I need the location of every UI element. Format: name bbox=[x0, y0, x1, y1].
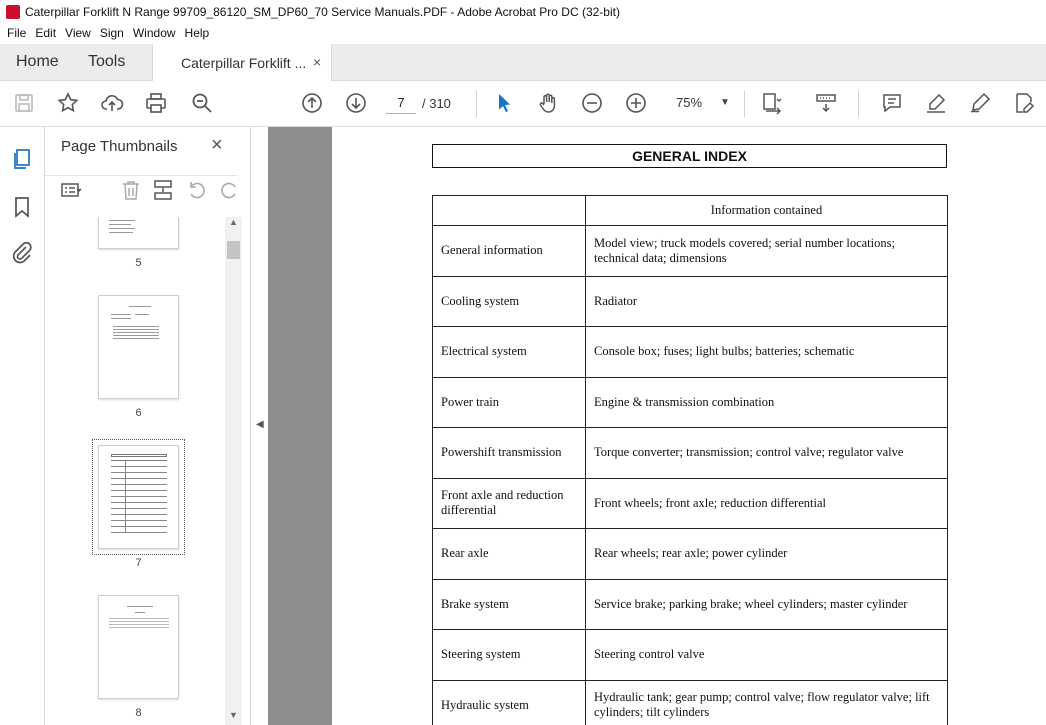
arrow-up-circle-icon[interactable] bbox=[300, 91, 324, 115]
table-row bbox=[433, 478, 948, 529]
minus-circle-icon[interactable] bbox=[580, 91, 604, 115]
info-cell: Engine & transmission combination bbox=[586, 377, 948, 428]
thumbnail-page-6[interactable] bbox=[98, 295, 179, 399]
fill-sign-icon[interactable] bbox=[1012, 91, 1036, 115]
rotate-right-icon[interactable] bbox=[217, 178, 241, 202]
section-cell: Brake system bbox=[433, 579, 586, 630]
section-cell: General information bbox=[433, 226, 586, 277]
zoom-dropdown-icon[interactable]: ▼ bbox=[720, 97, 730, 108]
table-row bbox=[433, 428, 948, 479]
page-thumbnails-panel bbox=[45, 127, 250, 725]
close-icon[interactable]: × bbox=[211, 134, 223, 156]
table-row bbox=[433, 680, 948, 725]
options-menu-icon[interactable] bbox=[59, 178, 83, 202]
section-cell: Powershift transmission bbox=[433, 428, 586, 479]
hand-icon[interactable] bbox=[536, 91, 560, 115]
menu-help[interactable]: Help bbox=[184, 26, 210, 40]
navigation-rail bbox=[0, 127, 45, 725]
menu-edit[interactable]: Edit bbox=[35, 26, 57, 40]
bookmark-icon[interactable] bbox=[10, 195, 34, 219]
table-header-info: Information contained bbox=[586, 196, 948, 226]
section-cell: Front axle and reduction differential bbox=[433, 478, 586, 529]
section-cell: Steering system bbox=[433, 630, 586, 681]
tab-close-icon[interactable]: × bbox=[313, 54, 322, 70]
thumbnail-page-5[interactable] bbox=[98, 217, 179, 249]
save-icon[interactable] bbox=[12, 91, 36, 115]
table-row bbox=[433, 529, 948, 580]
section-cell: Cooling system bbox=[433, 276, 586, 327]
toolbar-divider bbox=[858, 91, 859, 117]
panel-title: Page Thumbnails bbox=[61, 138, 178, 155]
title-bar bbox=[0, 0, 1046, 24]
zoom-search-icon[interactable] bbox=[190, 91, 214, 115]
comment-icon[interactable] bbox=[880, 91, 904, 115]
insert-page-icon[interactable] bbox=[151, 178, 175, 202]
upload-cloud-icon[interactable] bbox=[100, 91, 124, 115]
info-cell: Steering control valve bbox=[586, 630, 948, 681]
thumbnail-number: 5 bbox=[135, 257, 142, 269]
info-cell: Torque converter; transmission; control valve; regulator valve bbox=[586, 428, 948, 479]
pdf-page bbox=[332, 127, 1046, 725]
attachment-icon[interactable] bbox=[10, 241, 34, 265]
page-thumbnails-icon[interactable] bbox=[10, 147, 34, 171]
section-cell: Power train bbox=[433, 377, 586, 428]
menu-bar bbox=[0, 24, 1046, 44]
page-total: / 310 bbox=[422, 96, 451, 111]
table-row bbox=[433, 630, 948, 681]
info-cell: Console box; fuses; light bulbs; batteries; schematic bbox=[586, 327, 948, 378]
info-cell: Service brake; parking brake; wheel cylinders; master cylinder bbox=[586, 579, 948, 630]
thumbnail-number: 7 bbox=[135, 557, 142, 569]
toolbar bbox=[0, 81, 1046, 127]
scroll-down-icon[interactable]: ▼ bbox=[229, 710, 238, 720]
page-number-input[interactable] bbox=[386, 92, 416, 114]
plus-circle-icon[interactable] bbox=[624, 91, 648, 115]
printer-icon[interactable] bbox=[144, 91, 168, 115]
table-header-row bbox=[433, 196, 948, 226]
info-cell: Front wheels; front axle; reduction differential bbox=[586, 478, 948, 529]
cursor-arrow-icon[interactable] bbox=[492, 91, 516, 115]
info-cell: Radiator bbox=[586, 276, 948, 327]
trash-icon[interactable] bbox=[119, 178, 143, 202]
menu-file[interactable]: File bbox=[7, 26, 27, 40]
zoom-level[interactable]: 75% bbox=[675, 95, 703, 110]
general-index-heading: GENERAL INDEX bbox=[432, 144, 947, 168]
table-row bbox=[433, 327, 948, 378]
toolbar-divider bbox=[476, 91, 477, 117]
panel-collapse-strip[interactable] bbox=[250, 127, 268, 725]
index-table bbox=[432, 195, 948, 725]
window-title: Caterpillar Forklift N Range 99709_86120_SM_DP60_70 Service Manuals.PDF - Adobe Acrobat Pro DC (32-bit) bbox=[25, 5, 620, 19]
rotate-left-icon[interactable] bbox=[185, 178, 209, 202]
document-view[interactable] bbox=[268, 127, 1046, 725]
acrobat-logo-icon bbox=[6, 5, 20, 19]
arrow-down-circle-icon[interactable] bbox=[344, 91, 368, 115]
thumbnail-page-8[interactable] bbox=[98, 595, 179, 699]
star-icon[interactable] bbox=[56, 91, 80, 115]
thumbnail-page-7[interactable] bbox=[98, 445, 179, 549]
menu-window[interactable]: Window bbox=[132, 26, 176, 40]
info-cell: Rear wheels; rear axle; power cylinder bbox=[586, 529, 948, 580]
table-row bbox=[433, 276, 948, 327]
tab-home[interactable]: Home bbox=[16, 53, 59, 70]
info-cell: Hydraulic tank; gear pump; control valve; flow regulator valve; lift cylinders; tilt cylinders bbox=[586, 680, 948, 725]
thumbnail-list bbox=[45, 217, 225, 725]
info-cell: Model view; truck models covered; serial number locations; technical data; dimensions bbox=[586, 226, 948, 277]
menu-sign[interactable]: Sign bbox=[99, 26, 124, 40]
highlight-pen-icon[interactable] bbox=[924, 91, 948, 115]
fit-page-icon[interactable] bbox=[760, 91, 784, 115]
thumbnail-number: 6 bbox=[135, 407, 142, 419]
table-row bbox=[433, 579, 948, 630]
tab-tools[interactable]: Tools bbox=[88, 53, 126, 70]
scroll-mode-icon[interactable] bbox=[814, 91, 838, 115]
table-row bbox=[433, 226, 948, 277]
tab-document-label: Caterpillar Forklift ... bbox=[181, 55, 307, 71]
table-header-empty bbox=[433, 196, 586, 226]
section-cell: Rear axle bbox=[433, 529, 586, 580]
menu-view[interactable]: View bbox=[65, 26, 91, 40]
section-cell: Electrical system bbox=[433, 327, 586, 378]
scrollbar-handle[interactable] bbox=[227, 241, 240, 259]
table-row bbox=[433, 377, 948, 428]
scroll-up-icon[interactable]: ▲ bbox=[229, 217, 238, 227]
tab-document[interactable] bbox=[152, 44, 332, 82]
sign-pen-icon[interactable] bbox=[968, 91, 992, 115]
thumbnail-scrollbar[interactable] bbox=[225, 217, 242, 725]
thumbnail-number: 8 bbox=[135, 707, 142, 719]
tab-bar bbox=[0, 44, 1046, 81]
collapse-arrow-icon[interactable]: ◀ bbox=[256, 419, 264, 430]
thumbnail-tools bbox=[45, 175, 237, 205]
section-cell: Hydraulic system bbox=[433, 680, 586, 725]
toolbar-divider bbox=[744, 91, 745, 117]
